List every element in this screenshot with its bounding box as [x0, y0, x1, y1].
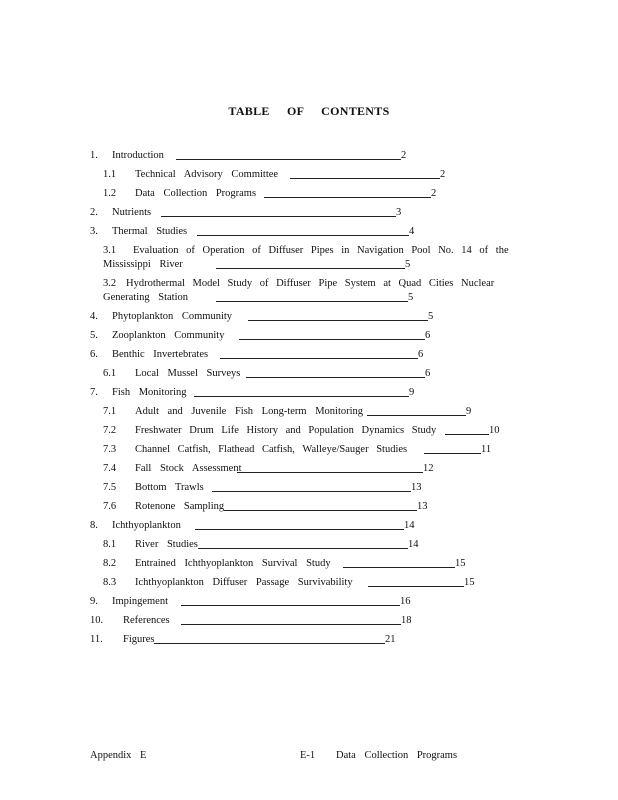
toc-number: 8.2: [103, 558, 117, 569]
toc-number: 6.: [90, 349, 98, 360]
toc-number: 7.3: [103, 444, 117, 455]
toc-leader: [343, 567, 455, 568]
toc-page-number: 2: [431, 188, 437, 199]
toc-number: 7.6: [103, 501, 117, 512]
toc-page-number: 2: [401, 150, 407, 161]
toc-label-line2: Mississippi River: [103, 259, 183, 270]
toc-label: References: [123, 615, 170, 626]
toc-leader: [181, 624, 401, 625]
toc-page-number: 3: [396, 207, 402, 218]
toc-leader: [216, 301, 408, 302]
toc-page-number: 6: [425, 368, 431, 379]
toc-leader: [216, 268, 405, 269]
toc-leader: [154, 643, 385, 644]
toc-leader: [367, 415, 466, 416]
toc-label: Local Mussel Surveys: [135, 368, 241, 379]
toc-page-number: 5: [428, 311, 434, 322]
toc-number: 3.2: [103, 278, 117, 289]
footer-right: Data Collection Programs: [336, 750, 458, 761]
toc-leader: [290, 178, 440, 179]
toc-page-number: 15: [464, 577, 475, 588]
toc-leader: [181, 605, 400, 606]
toc-page-number: 13: [417, 501, 428, 512]
toc-number: 9.: [90, 596, 98, 607]
toc-page-number: 21: [385, 634, 396, 645]
toc-leader: [246, 377, 425, 378]
toc-label: Channel Catfish, Flathead Catfish, Walleye/Sauger Studies: [135, 444, 408, 455]
toc-leader: [237, 472, 423, 473]
toc-label: Phytoplankton Community: [112, 311, 233, 322]
toc-leader: [161, 216, 396, 217]
toc-page-number: 2: [440, 169, 446, 180]
toc-label-line2: Generating Station: [103, 292, 189, 303]
page-title: TABLE OF CONTENTS: [228, 104, 390, 118]
toc-label: River Studies: [135, 539, 198, 550]
toc-label: Fish Monitoring: [112, 387, 187, 398]
toc-label: Nutrients: [112, 207, 152, 218]
footer-page-number: E-1: [300, 750, 316, 761]
toc-number: 7.5: [103, 482, 117, 493]
toc-number: 3.: [90, 226, 98, 237]
toc-page-number: 18: [401, 615, 412, 626]
toc-leader: [239, 339, 425, 340]
toc-label: Bottom Trawls: [135, 482, 204, 493]
toc-leader: [445, 434, 489, 435]
toc-label: Ichthyoplankton: [112, 520, 181, 531]
toc-label: Introduction: [112, 150, 164, 161]
toc-label: Fall Stock Assessment: [135, 463, 242, 474]
toc-leader: [424, 453, 481, 454]
toc-number: 11.: [90, 634, 103, 645]
toc-number: 4.: [90, 311, 98, 322]
toc-page-number: 4: [409, 226, 415, 237]
footer-left: Appendix E: [90, 750, 147, 761]
toc-number: 8.: [90, 520, 98, 531]
toc-page-number: 11: [481, 444, 492, 455]
toc-page-number: 16: [400, 596, 411, 607]
toc-label: Thermal Studies: [112, 226, 188, 237]
toc-label: Freshwater Drum Life History and Population Dynamics Study: [135, 425, 437, 436]
toc-leader: [197, 235, 409, 236]
toc-label: Rotenone Sampling: [135, 501, 225, 512]
toc-number: 7.4: [103, 463, 117, 474]
toc-number: 7.: [90, 387, 98, 398]
toc-leader: [264, 197, 431, 198]
toc-number: 10.: [90, 615, 104, 626]
toc-leader: [224, 510, 417, 511]
toc-label: Technical Advisory Committee: [135, 169, 279, 180]
toc-label-line1: Hydrothermal Model Study of Diffuser Pipe System at Quad Cities Nuclear: [126, 278, 495, 289]
toc-page-number: 14: [408, 539, 419, 550]
toc-page-number: 6: [418, 349, 424, 360]
toc-page-number: 9: [466, 406, 472, 417]
toc-number: 8.3: [103, 577, 117, 588]
toc-label: Data Collection Programs: [135, 188, 257, 199]
toc-leader: [198, 548, 408, 549]
toc-label: Impingement: [112, 596, 168, 607]
toc-leader: [248, 320, 428, 321]
toc-page-number: 5: [408, 292, 414, 303]
toc-number: 6.1: [103, 368, 117, 379]
toc-page-number: 10: [489, 425, 500, 436]
toc-label: Entrained Ichthyoplankton Survival Study: [135, 558, 331, 569]
toc-label: Adult and Juvenile Fish Long-term Monitoring: [135, 406, 364, 417]
toc-label: Figures: [123, 634, 155, 645]
toc-number: 1.1: [103, 169, 117, 180]
toc-number: 5.: [90, 330, 98, 341]
toc-label: Zooplankton Community: [112, 330, 225, 341]
toc-number: 8.1: [103, 539, 117, 550]
toc-page-number: 6: [425, 330, 431, 341]
toc-number: 3.1: [103, 245, 117, 256]
toc-leader: [194, 396, 409, 397]
toc-number: 7.2: [103, 425, 117, 436]
toc-page-number: 13: [411, 482, 422, 493]
toc-label-line1: Evaluation of Operation of Diffuser Pipes in Navigation Pool No. 14 of the: [133, 245, 509, 256]
toc-page-number: 14: [404, 520, 415, 531]
toc-number: 2.: [90, 207, 98, 218]
toc-leader: [176, 159, 401, 160]
toc-leader: [220, 358, 418, 359]
toc-number: 1.2: [103, 188, 117, 199]
toc-page-number: 15: [455, 558, 466, 569]
toc-leader: [368, 586, 464, 587]
toc-page-number: 12: [423, 463, 434, 474]
toc-number: 1.: [90, 150, 98, 161]
toc-label: Benthic Invertebrates: [112, 349, 209, 360]
toc-number: 7.1: [103, 406, 117, 417]
toc-leader: [195, 529, 404, 530]
toc-page-number: 9: [409, 387, 415, 398]
toc-leader: [212, 491, 411, 492]
toc-page-number: 5: [405, 259, 411, 270]
toc-label: Ichthyoplankton Diffuser Passage Survivability: [135, 577, 353, 588]
